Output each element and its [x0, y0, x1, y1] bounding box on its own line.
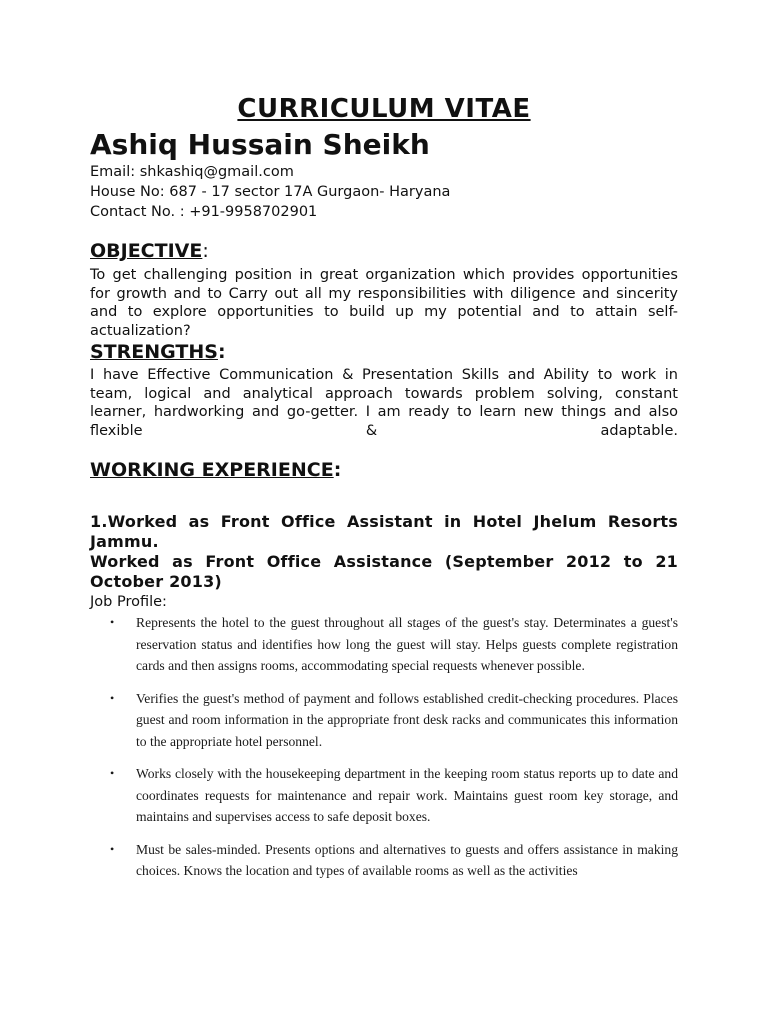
duty-text: Must be sales-minded. Presents options and alternatives to guests and offers assistance in making choices. Knows the location and types of available rooms as well as the activities [136, 841, 678, 878]
objective-heading-text: OBJECTIVE [90, 240, 203, 262]
address-line: House No: 687 - 17 sector 17A Gurgaon- Haryana [90, 184, 451, 200]
objective-heading-colon: : [202, 240, 209, 262]
experience-heading-text: WORKING EXPERIENCE [90, 459, 334, 481]
objective-text: To get challenging position in great organization which provides opportunities for growth and to Carry out all my responsibilities with diligence and sincerity and to explore opportunities to build up my potential and to attain self-actualization? [90, 267, 678, 339]
bullet-icon: • [110, 766, 115, 780]
job-title-line: 1.Worked as Front Office Assistant in Hotel Jhelum Resorts Jammu. [90, 512, 678, 551]
duty-text: Represents the hotel to the guest throughout all stages of the guest's stay. Determinates a guest's reservation status and identifies how long the guest will stay. Helps guests complete registration cards and then assigns rooms, accommodating special requests whenever possible. [136, 615, 678, 673]
list-item [110, 839, 678, 882]
document-title: CURRICULUM VITAE [237, 94, 531, 124]
strengths-heading-text: STRENGTHS [90, 341, 218, 363]
duties-list [110, 612, 678, 893]
objective-heading [90, 240, 209, 262]
bullet-icon: • [110, 690, 115, 705]
duty-text: Verifies the guest's method of payment and follows established credit-checking procedures. Places guest and room information in the appropriate front desk racks and communicates this information to the appropriate hotel personnel. [136, 690, 678, 749]
list-item [110, 688, 678, 753]
candidate-name: Ashiq Hussain Sheikh [90, 128, 430, 161]
list-item [110, 612, 678, 677]
duty-text: Works closely with the housekeeping department in the keeping room status reports up to date and coordinates requests for maintenance and repair work. Maintains guest room key storage, and maintains and supervises access to safe deposit boxes. [136, 766, 678, 824]
strengths-heading-colon: : [217, 341, 226, 363]
job-profile-label: Job Profile: [90, 594, 167, 610]
bullet-icon: • [110, 841, 115, 856]
contact-block [90, 162, 450, 222]
phone-line: Contact No. : +91-9958702901 [90, 204, 318, 220]
email-line: Email: shkashiq@gmail.com [90, 164, 294, 180]
experience-heading [90, 459, 341, 481]
strengths-text: I have Effective Communication & Presentation Skills and Ability to work in team, logical and analytical approach towards problem solving, constant learner, hardworking and go-getter. I am ready to learn new things and also flexible & adaptable. [90, 367, 678, 439]
strengths-heading [90, 341, 226, 363]
bullet-icon: • [110, 615, 115, 629]
job-period-line: Worked as Front Office Assistance (September 2012 to 21 October 2013) [90, 552, 678, 591]
list-item [110, 763, 678, 828]
experience-heading-colon: : [333, 459, 342, 481]
